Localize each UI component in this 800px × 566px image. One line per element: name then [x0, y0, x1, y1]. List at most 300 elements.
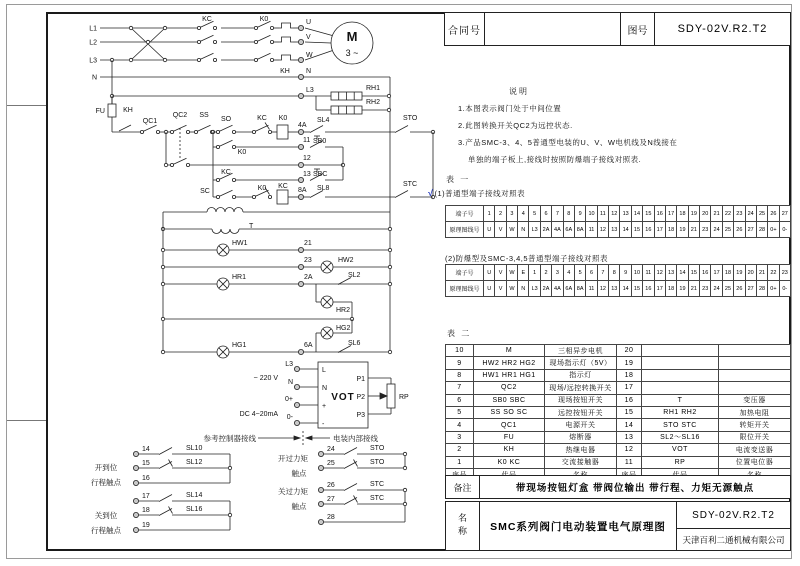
table-cell: 24 — [711, 281, 722, 297]
label-6a: 6A — [304, 342, 313, 349]
label-sc: SC — [200, 188, 210, 195]
label-kc-holding: KC — [221, 169, 231, 176]
label-19: 19 — [142, 522, 150, 529]
table-cell: 14 — [677, 265, 688, 281]
label-2a: 2A — [304, 274, 313, 281]
label-26: 26 — [327, 482, 335, 489]
table-cell: N — [518, 222, 529, 238]
table-cell: W — [507, 222, 518, 238]
table-cell: T — [642, 395, 719, 407]
table-cell: 6A — [564, 281, 575, 297]
table-cell: 16 — [655, 206, 666, 222]
table-cell: 位置电位器 — [719, 457, 791, 469]
table-cell: 15 — [643, 206, 654, 222]
check-icon: √ — [428, 188, 434, 198]
table-cell: 13 — [617, 432, 642, 444]
table-cell: 8 — [446, 370, 474, 382]
table-cell: 26 — [734, 281, 745, 297]
table-cell: 14 — [620, 222, 631, 238]
label-ss: SS — [199, 112, 209, 119]
table-cell: 15 — [689, 265, 700, 281]
table-cell: 2 — [446, 444, 474, 456]
note-line: 2.此图转换开关QC2为远控状态. — [458, 121, 573, 130]
table-cell: V — [495, 222, 506, 238]
label-18: 18 — [142, 507, 150, 514]
table-cell: 15 — [617, 407, 642, 419]
position-transmitter-circuit — [204, 361, 410, 447]
table-cell: 19 — [734, 265, 745, 281]
label-hg2: HG2 — [336, 325, 351, 332]
table-cell: U — [484, 265, 495, 281]
table-cell: 17 — [711, 265, 722, 281]
table-cell: SL2～SL16 — [642, 432, 719, 444]
label-p2: P2 — [356, 394, 365, 401]
table-cell: 22 — [768, 265, 779, 281]
table-cell: 4 — [518, 206, 529, 222]
table-cell: 13 — [609, 222, 620, 238]
remark-row — [445, 475, 791, 499]
table-cell: 现场按钮开关 — [545, 395, 617, 407]
border-tick — [7, 105, 46, 106]
table-cell: 4 — [446, 419, 474, 431]
table-cell: U — [484, 222, 495, 238]
label-open-pos: 开到位 — [94, 463, 118, 472]
table1-subtitle2 — [445, 253, 608, 264]
table-cell: 11 — [598, 206, 609, 222]
table-cell: VOT — [642, 444, 719, 456]
company-name: 天津百利二通机械有限公司 — [682, 534, 785, 545]
table-cell: 13 — [609, 281, 620, 297]
table-cell: 20 — [617, 345, 642, 357]
table-cell: 5 — [529, 206, 540, 222]
wiper-arrow — [380, 393, 387, 399]
table-cell: 11 — [617, 457, 642, 469]
motor-phase-label: 3 ~ — [345, 48, 359, 58]
table-cell — [719, 345, 791, 357]
table-cell: 24 — [746, 206, 757, 222]
table-cell: 电流变送器 — [719, 444, 791, 456]
table-cell: 12 — [598, 222, 609, 238]
table-cell: 18 — [617, 370, 642, 382]
table-cell: 0- — [780, 281, 791, 297]
coil-kc — [277, 190, 288, 204]
label-vot-in-l: L — [322, 367, 326, 374]
torque-contact-outputs — [278, 445, 407, 525]
table-cell: 23 — [700, 281, 711, 297]
label-hr2: HR2 — [336, 307, 351, 314]
table-cell: 16 — [617, 395, 642, 407]
table-cell — [642, 345, 719, 357]
label-17: 17 — [142, 493, 150, 500]
table-cell: 10 — [446, 345, 474, 357]
label-qc2: QC2 — [172, 112, 188, 119]
table-cell: 23 — [734, 206, 745, 222]
label-vot-n: N — [287, 379, 293, 386]
table-cell: HW2 HR2 HG2 — [474, 357, 545, 369]
table-cell — [719, 357, 791, 369]
motor-label: M — [346, 29, 358, 44]
table1-subtitle1 — [428, 188, 525, 199]
label-kc-interlock: KC — [257, 115, 267, 122]
table-cell: 22 — [723, 206, 734, 222]
table-cell: HW1 HR1 HG1 — [474, 370, 545, 382]
table-cell: 6 — [446, 395, 474, 407]
label-travel1: 行程触点 — [91, 478, 121, 487]
table-cell: 5 — [446, 407, 474, 419]
table-cell: 1 — [484, 206, 495, 222]
table-cell: 7 — [598, 265, 609, 281]
control-circuit — [96, 96, 435, 352]
table-cell: 3 — [446, 432, 474, 444]
table-cell: 25 — [723, 222, 734, 238]
table-cell: 5 — [575, 265, 586, 281]
label-l3-terminal: L3 — [306, 87, 314, 94]
table-cell: K0 KC — [474, 457, 545, 469]
table-cell: 2 — [495, 206, 506, 222]
label-dc420: DC 4~20mA — [239, 411, 278, 418]
label-sl6: SL6 — [348, 340, 361, 347]
table-cell: 14 — [617, 419, 642, 431]
label-stc-no: STC — [370, 481, 384, 488]
table-cell: 18 — [723, 265, 734, 281]
label-25: 25 — [327, 460, 335, 467]
table-cell: 1 — [529, 265, 540, 281]
table-cell: 28 — [757, 281, 768, 297]
table-cell: 15 — [632, 281, 643, 297]
table-cell: 18 — [666, 222, 677, 238]
label-fu: FU — [95, 108, 105, 115]
table-cell: 23 — [780, 265, 791, 281]
table-cell — [642, 370, 719, 382]
fuse-symbol — [108, 104, 116, 117]
label-l1: L1 — [89, 25, 97, 33]
table-cell: RP — [642, 457, 719, 469]
table-cell: 0+ — [768, 281, 779, 297]
table-cell: 25 — [723, 281, 734, 297]
label-24: 24 — [327, 446, 335, 453]
table-cell: E — [518, 265, 529, 281]
transformer-secondary — [212, 229, 239, 234]
table-cell: 17 — [617, 382, 642, 394]
table-cell: 11 — [643, 265, 654, 281]
table-cell: 15 — [632, 222, 643, 238]
contract-no-value — [485, 13, 621, 45]
table-cell: L3 — [529, 281, 540, 297]
table-cell: 0+ — [768, 222, 779, 238]
table-cell: 12 — [598, 281, 609, 297]
label-n: N — [91, 74, 97, 82]
label-rp: RP — [399, 394, 409, 401]
table-cell: 熔断器 — [545, 432, 617, 444]
label-hr1: HR1 — [232, 274, 247, 281]
label-16: 16 — [142, 475, 150, 482]
parts-list-table — [445, 344, 791, 481]
terminal-table-explosionproof — [445, 264, 791, 297]
label-13: 13 — [303, 171, 311, 178]
table-cell: 2A — [541, 222, 552, 238]
table-cell: 6 — [586, 265, 597, 281]
table-cell: 12 — [609, 206, 620, 222]
note-line: 3.产品SMC-3、4、5普通型电装的U、V、W电机线及N线接在 — [458, 138, 678, 147]
label-rh1: RH1 — [366, 85, 381, 92]
table-cell: 2A — [541, 281, 552, 297]
label-sto-no: STO — [370, 445, 385, 452]
table-cell: 27 — [746, 222, 757, 238]
table-cell: SS SO SC — [474, 407, 545, 419]
table-cell: 23 — [700, 222, 711, 238]
contract-no-label: 合同号 — [445, 13, 485, 45]
table-cell: 加热电阻 — [719, 407, 791, 419]
table-cell — [642, 357, 719, 369]
table-cell: 10 — [586, 206, 597, 222]
label-stc-nc: STC — [370, 495, 384, 502]
label-12: 12 — [303, 155, 311, 162]
label-0minus: 0- — [286, 414, 293, 421]
table-cell: 8 — [564, 206, 575, 222]
table-cell: M — [474, 345, 545, 357]
note-line: 单独的端子板上,接线时按照防爆端子接线对照表. — [468, 155, 642, 164]
label-close-pos: 关到位 — [94, 511, 118, 520]
label-14: 14 — [142, 446, 150, 453]
table-cell: 电源开关 — [545, 419, 617, 431]
table-cell: 17 — [666, 206, 677, 222]
table-cell: 12 — [655, 265, 666, 281]
table-cell: 17 — [655, 281, 666, 297]
table-cell: 端子号 — [446, 206, 484, 222]
label-0plus: 0+ — [285, 396, 293, 403]
label-sl8: SL8 — [317, 185, 330, 192]
table-cell: 20 — [746, 265, 757, 281]
indicator-lamp-circuit — [161, 240, 391, 358]
table-cell: W — [507, 265, 518, 281]
name-label: 名称 — [446, 502, 480, 550]
table-cell: 18 — [677, 206, 688, 222]
notes-section — [445, 86, 790, 165]
table-cell: 6A — [564, 222, 575, 238]
table-cell: KH — [474, 444, 545, 456]
label-vot-in-n: N — [322, 385, 328, 392]
label-sl12: SL12 — [186, 459, 203, 466]
label-4a: 4A — [298, 122, 307, 129]
notes-lines — [445, 103, 790, 165]
table-cell: 21 — [689, 222, 700, 238]
label-contact1: 触点 — [291, 469, 307, 478]
table-cell: 16 — [700, 265, 711, 281]
table-cell: 现场/远控转换开关 — [545, 382, 617, 394]
table-cell: 3 — [552, 265, 563, 281]
label-vot-minus: - — [322, 421, 325, 428]
table-cell: 11 — [586, 222, 597, 238]
title-block — [445, 501, 791, 551]
table-cell: 9 — [620, 265, 631, 281]
label-vot: VOT — [331, 392, 355, 403]
label-stc: STC — [403, 181, 417, 188]
table-cell: QC2 — [474, 382, 545, 394]
notes-title: 说明 — [509, 87, 529, 96]
thermal-element — [279, 23, 293, 28]
label-kh-contact: KH — [123, 107, 133, 114]
label-hw1: HW1 — [232, 240, 248, 247]
label-k0: K0 — [259, 16, 269, 23]
label-sl10: SL10 — [186, 445, 203, 452]
table-cell: U — [484, 281, 495, 297]
table-cell — [719, 382, 791, 394]
remark-text: 带现场按钮灯盒 带阀位输出 带行程、力矩无源触点 — [515, 483, 755, 494]
table-cell: 27 — [780, 206, 791, 222]
table-cell: 4A — [552, 222, 563, 238]
table-cell: 17 — [655, 222, 666, 238]
label-sl16: SL16 — [186, 506, 203, 513]
label-sl2: SL2 — [348, 272, 361, 279]
label-travel2: 行程触点 — [91, 526, 121, 535]
table-cell: QC1 — [474, 419, 545, 431]
table-cell: 8 — [609, 265, 620, 281]
title-header-row — [444, 12, 791, 46]
table-cell: 交流接触器 — [545, 457, 617, 469]
table-cell: 热继电器 — [545, 444, 617, 456]
label-28: 28 — [327, 514, 335, 521]
table-cell: 13 — [666, 265, 677, 281]
table-cell: 指示灯 — [545, 370, 617, 382]
drawing-no-value: SDY-02V.R2.T2 — [677, 23, 768, 35]
label-t: T — [249, 223, 254, 230]
label-u: U — [306, 19, 312, 26]
label-close-torque: 关过力矩 — [278, 487, 308, 496]
label-sl14: SL14 — [186, 492, 203, 499]
table-cell: 27 — [746, 281, 757, 297]
label-kc-coil: KC — [278, 183, 288, 190]
label-p3: P3 — [356, 412, 365, 419]
label-21: 21 — [304, 240, 312, 247]
table-cell: L3 — [529, 222, 540, 238]
table-cell: 原理图线号 — [446, 222, 484, 238]
transformer-primary — [207, 208, 243, 213]
table-cell: 10 — [632, 265, 643, 281]
label-l2: L2 — [89, 39, 97, 47]
table-cell: 9 — [446, 357, 474, 369]
table-cell: 14 — [620, 281, 631, 297]
label-contact2: 触点 — [291, 502, 307, 511]
note-line: 1.本图表示阀门处于中间位置 — [458, 104, 562, 113]
table-cell: V — [495, 265, 506, 281]
label-sto: STO — [403, 115, 418, 122]
label-kh: KH — [280, 68, 290, 75]
table-cell: 7 — [446, 382, 474, 394]
table-cell: V — [495, 281, 506, 297]
table-cell: 现场指示灯（5V） — [545, 357, 617, 369]
table-cell: 2 — [541, 265, 552, 281]
table-cell: 26 — [768, 206, 779, 222]
table-cell: 1 — [446, 457, 474, 469]
table-cell: STO STC — [642, 419, 719, 431]
table-cell: N — [518, 281, 529, 297]
table-cell: SB0 SBC — [474, 395, 545, 407]
table-cell: RH1 RH2 — [642, 407, 719, 419]
table-cell: 3 — [507, 206, 518, 222]
potentiometer-rp — [387, 384, 395, 408]
label-kc: KC — [202, 16, 212, 23]
label-l3: L3 — [89, 57, 97, 65]
table-cell: 限位开关 — [719, 432, 791, 444]
label-internal-wiring: 电装内部接线 — [333, 434, 378, 443]
table-cell: 25 — [757, 206, 768, 222]
terminal-table-standard — [445, 205, 791, 238]
table-cell: 16 — [643, 222, 654, 238]
table-cell: W — [507, 281, 518, 297]
table-cell: 6 — [541, 206, 552, 222]
remark-label: 备注 — [446, 476, 480, 498]
table-cell: 4 — [564, 265, 575, 281]
table-cell: 变压器 — [719, 395, 791, 407]
label-k0-interlock: K0 — [257, 185, 267, 192]
table1-subtitle1-text: (1)普通型端子接线对照表 — [434, 189, 526, 198]
table-cell: 20 — [700, 206, 711, 222]
label-rh2: RH2 — [366, 99, 381, 106]
table2-label: 表 二 — [447, 329, 472, 338]
label-p1: P1 — [356, 376, 365, 383]
table-cell: 9 — [575, 206, 586, 222]
label-sto-nc: STO — [370, 459, 385, 466]
label-qc1: QC1 — [142, 118, 158, 125]
schematic-canvas — [46, 12, 444, 551]
label-n-terminal: N — [306, 68, 312, 75]
label-8a: 8A — [298, 187, 307, 194]
table1-subtitle2-text: (2)防爆型及SMC-3,4,5普通型端子接线对照表 — [445, 254, 609, 263]
table-cell: 19 — [677, 222, 688, 238]
table-cell: 28 — [757, 222, 768, 238]
drawing-number: SDY-02V.R2.T2 — [677, 502, 790, 529]
label-hg1: HG1 — [232, 342, 247, 349]
table1-label: 表 一 — [446, 175, 471, 184]
table-cell: 7 — [552, 206, 563, 222]
label-k0-coil: K0 — [278, 115, 288, 122]
table-cell: 转矩开关 — [719, 419, 791, 431]
label-sbc: SBC — [313, 171, 328, 178]
label-vot-plus: + — [322, 403, 327, 410]
label-w: W — [306, 52, 313, 59]
label-vot-l3: L3 — [285, 361, 293, 368]
table-cell: FU — [474, 432, 545, 444]
label-15: 15 — [142, 460, 150, 467]
coil-k0 — [277, 125, 288, 139]
table-cell — [642, 382, 719, 394]
table-cell: 18 — [666, 281, 677, 297]
table-cell: 8A — [575, 222, 586, 238]
table-cell: 远控按钮开关 — [545, 407, 617, 419]
table-cell: 8A — [575, 281, 586, 297]
table-cell: 19 — [617, 357, 642, 369]
table-cell: 24 — [711, 222, 722, 238]
table-cell: 14 — [632, 206, 643, 222]
table-cell: 12 — [617, 444, 642, 456]
table-cell: 21 — [689, 281, 700, 297]
table-cell: 21 — [757, 265, 768, 281]
table-cell: 19 — [677, 281, 688, 297]
label-hw2: HW2 — [338, 257, 354, 264]
table-cell: 11 — [586, 281, 597, 297]
table-cell: 0- — [780, 222, 791, 238]
table-cell: 26 — [734, 222, 745, 238]
table-cell — [719, 370, 791, 382]
label-open-torque: 开过力矩 — [278, 454, 308, 463]
drawing-title: SMC系列阀门电动装置电气原理图 — [480, 502, 677, 550]
label-v: V — [306, 34, 311, 41]
table-cell: 13 — [620, 206, 631, 222]
label-sb0: SB0 — [313, 138, 327, 145]
limit-contact-outputs — [91, 445, 232, 535]
table-cell: 三相异步电机 — [545, 345, 617, 357]
label-sl4: SL4 — [317, 117, 330, 124]
